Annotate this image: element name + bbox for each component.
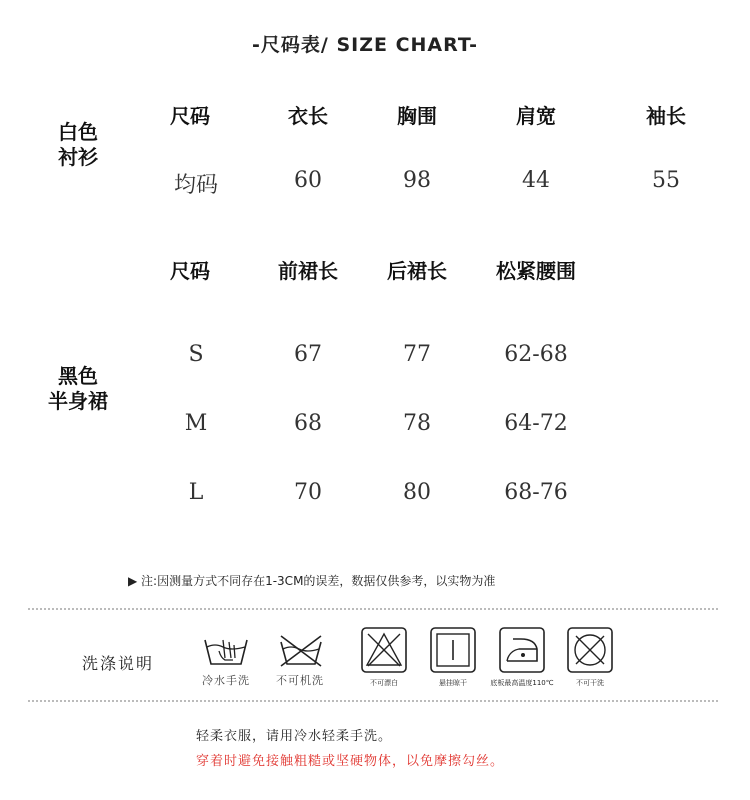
hand-wash-icon bbox=[203, 636, 249, 668]
iron-icon bbox=[499, 627, 545, 673]
shirt-value-chest: 98 bbox=[403, 168, 431, 193]
shirt-category bbox=[48, 120, 108, 170]
shirt-header-chest: 胸围 bbox=[397, 104, 437, 128]
no-machine-wash-label: 不可机洗 bbox=[276, 674, 324, 687]
skirt-row-m-waist: 64-72 bbox=[504, 411, 568, 436]
shirt-category-line1: 白色 bbox=[58, 120, 98, 144]
no-bleach-icon bbox=[361, 627, 407, 673]
skirt-row-s-back: 77 bbox=[403, 342, 431, 367]
shirt-header-size: 尺码 bbox=[170, 104, 210, 128]
care-title: 洗涤说明 bbox=[82, 654, 155, 673]
skirt-row-m-front: 68 bbox=[294, 411, 322, 436]
measurement-note: ▶ 注:因测量方式不同存在1-3CM的误差，数据仅供参考，以实物为准 bbox=[128, 574, 496, 588]
no-bleach-label: 不可漂白 bbox=[370, 679, 398, 687]
divider-top bbox=[28, 608, 718, 610]
skirt-row-m-back: 78 bbox=[403, 411, 431, 436]
page-title: -尺码表/ SIZE CHART- bbox=[252, 34, 478, 56]
shirt-category-line2: 衬衫 bbox=[58, 145, 98, 169]
no-machine-wash-icon bbox=[279, 634, 323, 668]
skirt-category-line1: 黑色 bbox=[58, 364, 98, 388]
skirt-row-l-size: L bbox=[188, 480, 204, 505]
shirt-header-shoulder: 肩宽 bbox=[516, 104, 556, 128]
skirt-header-waist: 松紧腰围 bbox=[496, 259, 576, 283]
skirt-header-back-length: 后裙长 bbox=[387, 259, 447, 283]
iron-label: 底板最高温度110℃ bbox=[490, 679, 554, 687]
hang-dry-label: 悬挂晾干 bbox=[439, 679, 467, 687]
skirt-row-s-front: 67 bbox=[294, 342, 322, 367]
skirt-row-m-size: M bbox=[184, 411, 208, 436]
shirt-value-sleeve: 55 bbox=[652, 168, 680, 193]
no-tumble-dry-label: 不可干洗 bbox=[576, 679, 604, 687]
care-instruction-line1: 轻柔衣服，请用冷水轻柔手洗。 bbox=[196, 729, 393, 744]
skirt-category bbox=[38, 364, 118, 414]
skirt-row-s-size: S bbox=[188, 342, 204, 367]
skirt-header-front-length: 前裙长 bbox=[278, 259, 338, 283]
hang-dry-icon bbox=[430, 627, 476, 673]
skirt-category-line2: 半身裙 bbox=[48, 389, 108, 413]
shirt-value-length: 60 bbox=[294, 168, 322, 193]
shirt-header-length: 衣长 bbox=[288, 104, 328, 128]
skirt-row-s-waist: 62-68 bbox=[504, 342, 568, 367]
skirt-header-size: 尺码 bbox=[170, 259, 210, 283]
shirt-value-shoulder: 44 bbox=[522, 168, 550, 193]
shirt-header-sleeve: 袖长 bbox=[646, 104, 686, 128]
skirt-row-l-waist: 68-76 bbox=[504, 480, 568, 505]
shirt-value-size: 均码 bbox=[173, 173, 218, 198]
hand-wash-label: 冷水手洗 bbox=[202, 674, 250, 687]
skirt-row-l-back: 80 bbox=[403, 480, 431, 505]
divider-bottom bbox=[28, 700, 718, 702]
no-tumble-dry-icon bbox=[567, 627, 613, 673]
care-warning-line2: 穿着时避免接触粗糙或坚硬物体，以免摩擦勾丝。 bbox=[196, 754, 505, 769]
skirt-row-l-front: 70 bbox=[294, 480, 322, 505]
